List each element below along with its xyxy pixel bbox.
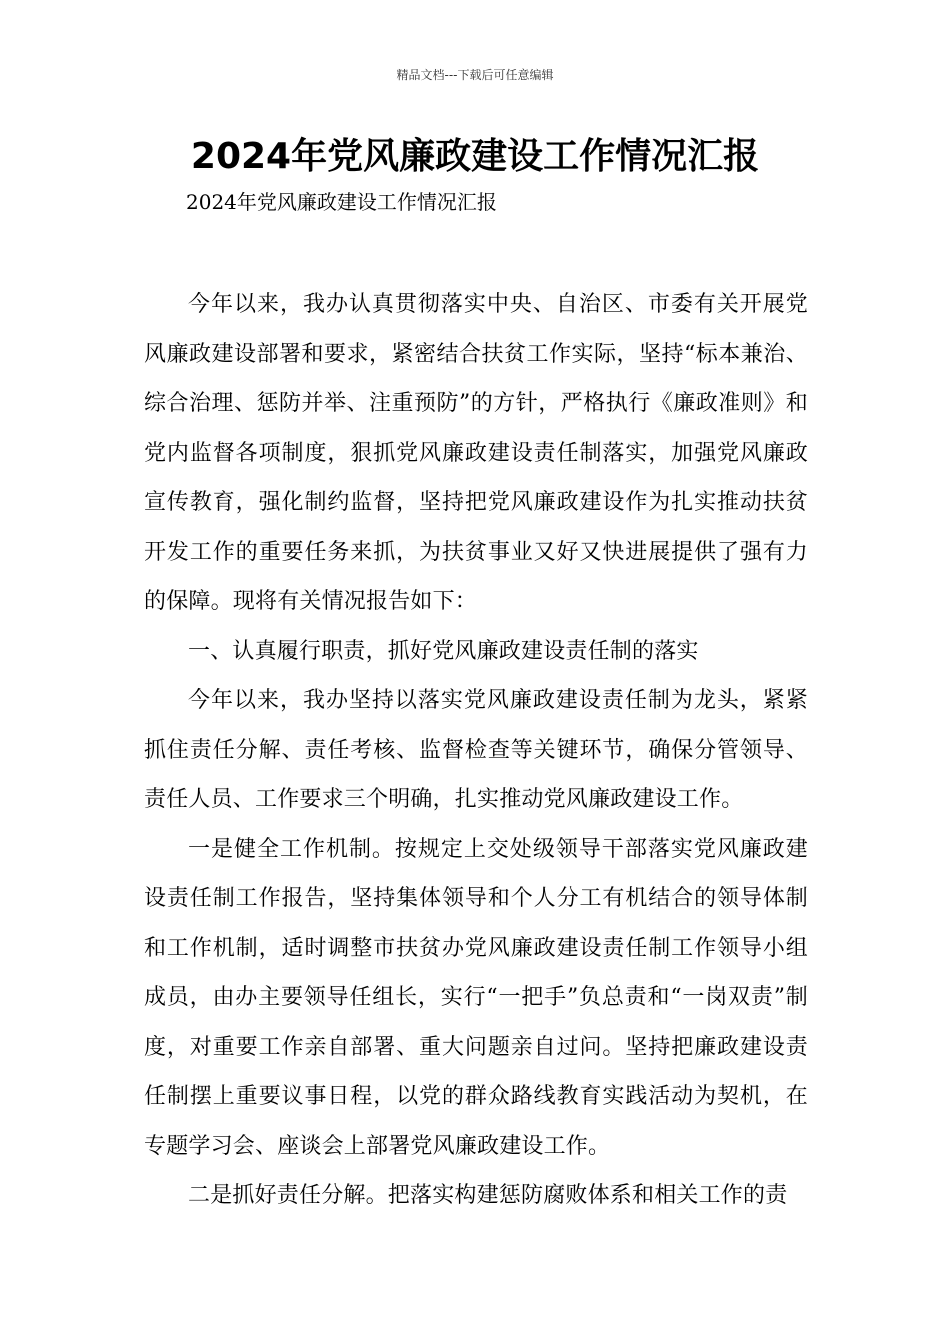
document-body — [144, 280, 808, 1221]
paragraph-point-1: 一是健全工作机制。按规定上交处级领导干部落实党风廉政建设责任制工作报告，坚持集体领导和个人分工有机结合的领导体制和工作机制，适时调整市扶贫办党风廉政建设责任制工作领导小组成员，由办主要领导任组长，实行“一把手”负总责和“一岗双责”制度，对重要工作亲自部署、重大问题亲自过问。坚持把廉政建设责任制摆上重要议事日程，以党的群众路线教育实践活动为契机，在专题学习会、座谈会上部署党风廉政建设工作。 — [144, 836, 808, 1159]
document-subtitle: 2024年党风廉政建设工作情况汇报 — [186, 190, 497, 214]
paragraph-section-heading-1: 一、认真履行职责，抓好党风廉政建设责任制的落实 — [188, 638, 699, 664]
paragraph-point-2: 二是抓好责任分解。把落实构建惩防腐败体系和相关工作的责 — [188, 1183, 788, 1208]
paragraph-section-1-summary: 今年以来，我办坚持以落实党风廉政建设责任制为龙头，紧紧抓住责任分解、责任考核、监督检查等关键环节，确保分管领导、责任人员、工作要求三个明确，扎实推动党风廉政建设工作。 — [144, 688, 808, 812]
document-title: 2024年党风廉政建设工作情况汇报 — [190, 136, 760, 177]
header-note: 精品文档---下载后可任意编辑 — [396, 68, 554, 82]
paragraph-intro: 今年以来，我办认真贯彻落实中央、自治区、市委有关开展党风廉政建设部署和要求，紧密结合扶贫工作实际，坚持“标本兼治、综合治理、惩防并举、注重预防”的方针，严格执行《廉政准则》和党内监督各项制度，狠抓党风廉政建设责任制落实，加强党风廉政宣传教育，强化制约监督，坚持把党风廉政建设作为扎实推动扶贫开发工作的重要任务来抓，为扶贫事业又好又快进展提供了强有力的保障。现将有关情况报告如下： — [144, 292, 808, 614]
